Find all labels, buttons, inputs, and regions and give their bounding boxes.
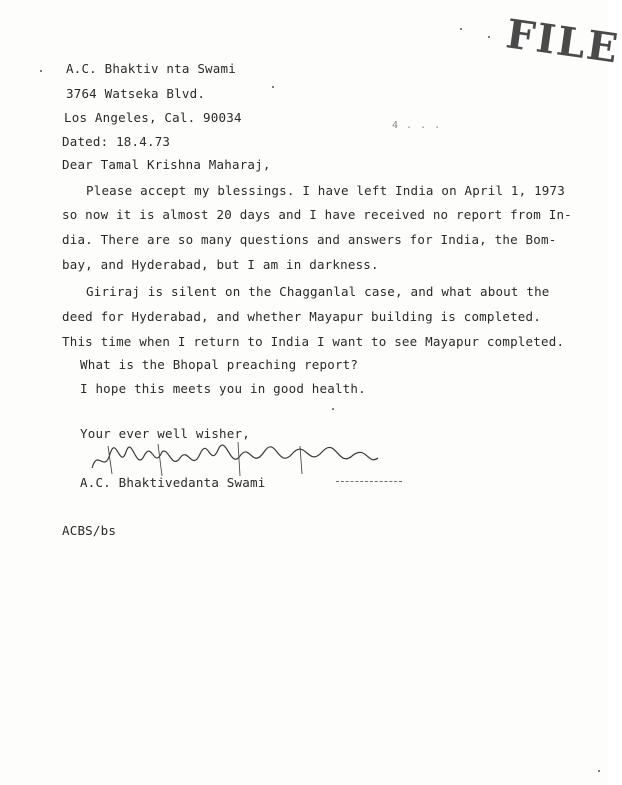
body-line: dia. There are so many questions and answers for India, the Bom- — [62, 232, 557, 247]
sender-street: 3764 Watseka Blvd. — [66, 86, 206, 101]
body-line: This time when I return to India I want to see Mayapur completed. — [62, 334, 565, 349]
scan-speck — [488, 36, 490, 38]
body-line: Giriraj is silent on the Chagganlal case, and what about the — [86, 284, 550, 299]
scan-speck — [332, 408, 334, 410]
scan-speck — [460, 28, 462, 30]
scan-speck — [272, 86, 274, 88]
signatory-name: A.C. Bhaktivedanta Swami — [80, 475, 266, 490]
sender-name: A.C. Bhaktiv nta Swami — [66, 61, 236, 76]
valediction: Your ever well wisher, — [80, 426, 250, 441]
body-line: What is the Bhopal preaching report? — [80, 357, 359, 372]
body-line: bay, and Hyderabad, but I am in darkness. — [62, 257, 379, 272]
salutation: Dear Tamal Krishna Maharaj, — [62, 157, 271, 172]
file-stamp: FILE — [503, 10, 622, 73]
signature-image — [88, 440, 388, 480]
body-line: deed for Hyderabad, and whether Mayapur building is completed. — [62, 309, 541, 324]
scan-speck — [40, 70, 42, 72]
body-line: Please accept my blessings. I have left India on April 1, 1973 — [86, 183, 565, 198]
body-line: so now it is almost 20 days and I have received no report from In- — [62, 207, 572, 222]
signature-rule — [336, 481, 402, 482]
faint-note: 4 . . . — [392, 120, 442, 131]
sender-city: Los Angeles, Cal. 90034 — [64, 110, 242, 125]
letter-date: Dated: 18.4.73 — [62, 134, 171, 149]
reference-initials: ACBS/bs — [62, 523, 117, 538]
scan-speck — [598, 770, 600, 772]
body-line: I hope this meets you in good health. — [80, 381, 366, 396]
